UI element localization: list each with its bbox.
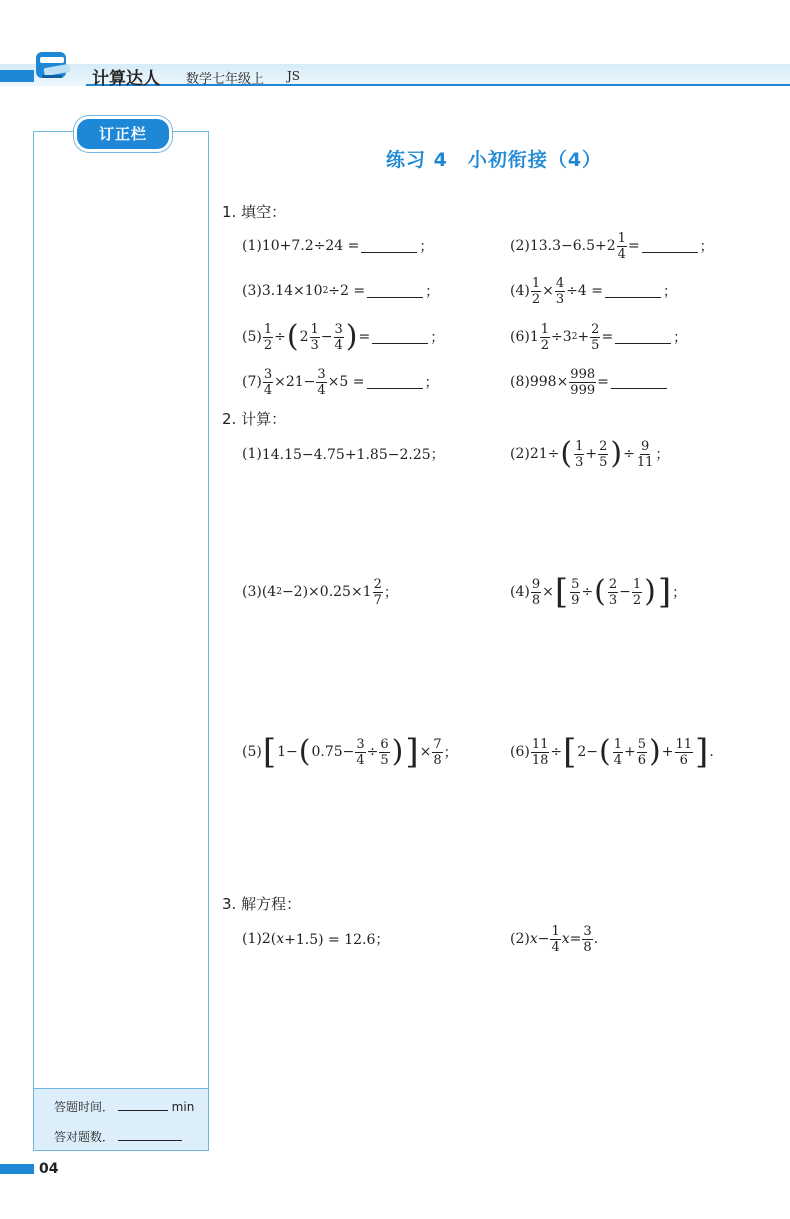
- fill-q4: (4) $\frac{1}{2}$ × $\frac{4}{3}$ ÷4 = ；: [510, 275, 677, 307]
- fill-q7-label: (7): [242, 374, 262, 390]
- fill-q1-expr: 10+7.2÷24 =: [261, 238, 360, 254]
- fill-q5-label: (5): [242, 329, 262, 345]
- fill-q3: (3) 3.14×10 2 ÷2 = ；: [242, 283, 440, 300]
- fill-q8-label: (8): [510, 374, 530, 390]
- calc-q6: (6) $\frac{11}{18}$ ÷ [ 2− ( $\frac{1}{4}$ + $\frac{5}{6}$ ) + $\frac{11}{6}$ ] .: [510, 732, 714, 772]
- calc-q1-label: (1): [242, 446, 262, 462]
- answer-time-blank[interactable]: [118, 1099, 168, 1111]
- fill-q6-label: (6): [510, 329, 530, 345]
- fill-q5: (5) $\frac{1}{2}$ ÷ ( 2 $\frac{1}{3}$ − $\frac{3}{4}$ ) = ；: [242, 319, 445, 354]
- fill-q1-blank[interactable]: [361, 240, 417, 253]
- section-equation-heading: 3. 解方程：: [222, 895, 302, 913]
- fill-q3-blank[interactable]: [367, 285, 423, 298]
- fill-q7-blank[interactable]: [367, 376, 423, 389]
- correct-count-label: 答对题数．: [54, 1130, 115, 1144]
- fill-q6: (6) 1 $\frac{1}{2}$ ÷3 2 + $\frac{2}{5}$ = ；: [510, 321, 688, 353]
- fill-q5-blank[interactable]: [372, 331, 428, 344]
- calc-q4: (4) $\frac{9}{8}$ × [ $\frac{5}{9}$ ÷ ( $\frac{2}{3}$ − $\frac{1}{2}$ ) ] ；: [510, 572, 687, 612]
- correction-sidebar: [33, 131, 209, 1151]
- fill-q2-label: (2): [510, 238, 530, 254]
- fill-q6-blank[interactable]: [615, 331, 671, 344]
- correction-badge: 订正栏: [74, 116, 172, 152]
- section-fill-heading: 1. 填空：: [222, 203, 287, 221]
- calc-q4-label: (4): [510, 584, 530, 600]
- fill-q8-expr: 998×: [529, 374, 569, 390]
- fill-q1: (1) 10+7.2÷24 = ；: [242, 238, 434, 255]
- fill-q4-blank[interactable]: [605, 285, 661, 298]
- fill-q3-expr: 3.14×10: [261, 283, 323, 299]
- answer-time-row: [54, 1098, 194, 1115]
- brand-logo-icon: [34, 48, 74, 86]
- calc-q5: (5) [ 1− ( 0.75− $\frac{3}{4}$ ÷ $\frac{6}{5}$ ) ] × $\frac{7}{8}$ ；: [242, 732, 458, 772]
- fill-q3-label: (3): [242, 283, 262, 299]
- eq-q2-label: (2): [510, 931, 530, 947]
- page-title: 练习 4 小初衔接（4）: [386, 149, 603, 171]
- fill-q4-label: (4): [510, 283, 530, 299]
- header-accent-stripe: [0, 70, 34, 82]
- fill-q2-blank[interactable]: [642, 240, 698, 253]
- answer-time-label: 答题时间．: [54, 1100, 115, 1114]
- subject-label: 数学七年级上: [186, 72, 265, 87]
- calc-q3: (3) (4 2 −2)×0.25×1 $\frac{2}{7}$ ；: [242, 576, 398, 608]
- brand-title: 计算达人: [92, 69, 160, 89]
- fill-q8-blank[interactable]: [611, 376, 667, 389]
- page-number-bar: [0, 1164, 34, 1174]
- calc-q2-label: (2): [510, 446, 530, 462]
- calc-q1-expr: 14.15−4.75+1.85−2.25；: [261, 447, 445, 463]
- calc-q5-label: (5): [242, 744, 262, 760]
- calc-q2-expr: 21÷: [529, 446, 560, 462]
- calc-q2: (2) 21÷ ( $\frac{1}{3}$ + $\frac{2}{5}$ ) ÷ $\frac{9}{11}$ ；: [510, 436, 670, 471]
- calc-q1: [242, 432, 445, 476]
- fill-q1-label: (1): [242, 238, 262, 254]
- eq-q1: [242, 917, 389, 961]
- fill-q3-sup: 2: [322, 286, 329, 296]
- edition-label: JS: [287, 69, 301, 83]
- fill-q7: (7) $\frac{3}{4}$ ×21− $\frac{3}{4}$ ×5 = ；: [242, 366, 439, 398]
- page-number: 04: [39, 1161, 59, 1177]
- eq-q1-expr: 2(: [261, 931, 277, 947]
- eq-q1-var: x: [276, 931, 285, 947]
- eq-q2: (2) x − $\frac{1}{4}$ x = $\frac{3}{8}$ .: [510, 923, 599, 955]
- answer-time-unit: min: [171, 1100, 195, 1114]
- fill-q3-tail: ÷2 =: [328, 283, 366, 299]
- section-calc-heading: 2. 计算：: [222, 410, 287, 428]
- calc-q6-label: (6): [510, 744, 530, 760]
- fill-q2-expr: 13.3−6.5+2: [529, 238, 616, 254]
- eq-q1-tail: +1.5) = 12.6；: [284, 932, 390, 948]
- fill-q2: (2) 13.3−6.5+2 $\frac{1}{4}$ = ；: [510, 230, 714, 262]
- correct-count-blank[interactable]: [118, 1129, 182, 1141]
- fill-q8: (8) 998× $\frac{998}{999}$ =: [510, 360, 669, 404]
- calc-q3-label: (3): [242, 584, 262, 600]
- eq-q1-label: (1): [242, 931, 262, 947]
- correct-count-row: [54, 1128, 182, 1145]
